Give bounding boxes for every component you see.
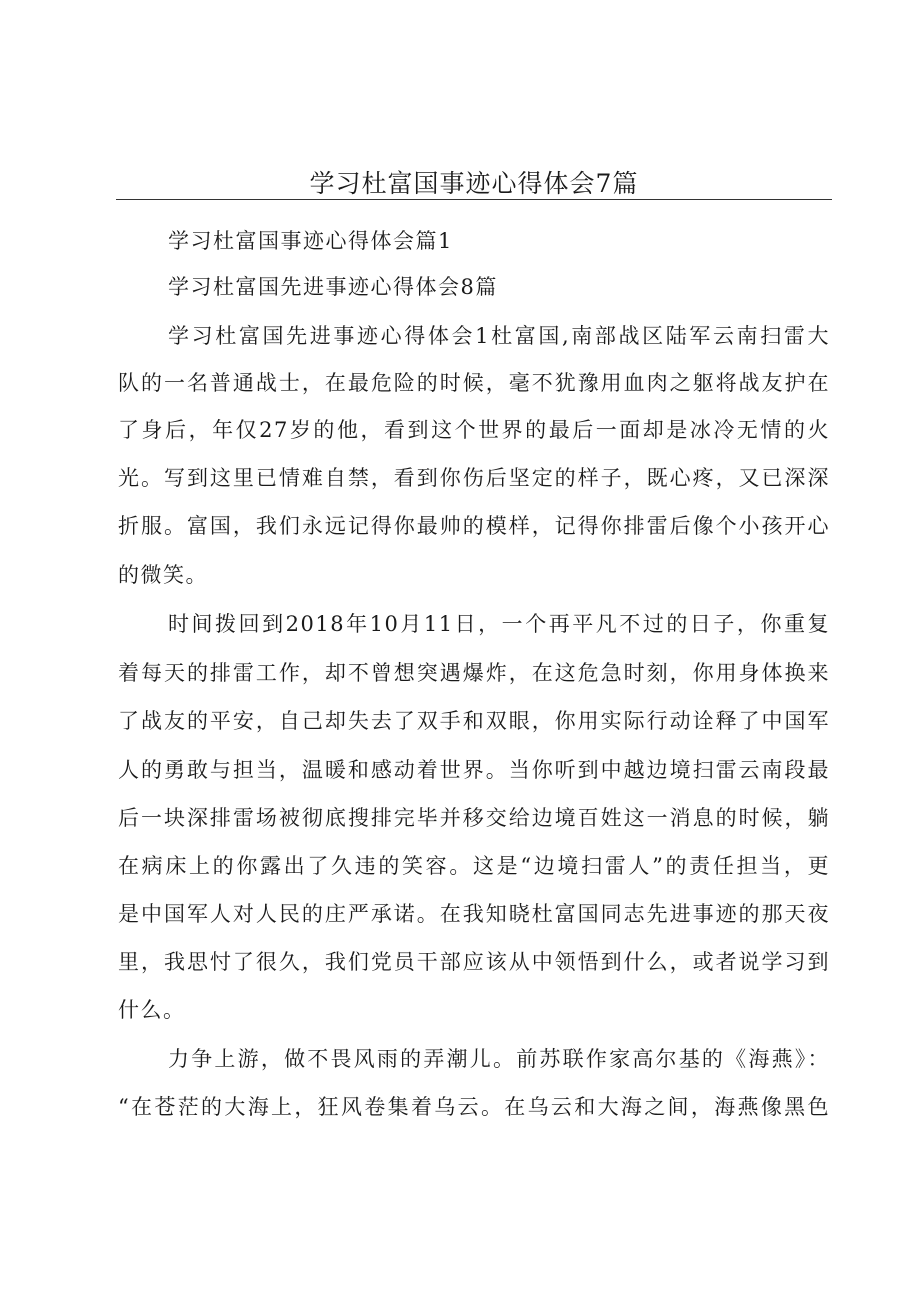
paragraph-line: 了战友的平安，自己却失去了双手和双眼，你用实际行动诠释了中国军	[118, 709, 830, 733]
paragraph-line: 折服。富国，我们永远记得你最帅的模样，记得你排雷后像个小孩开心	[118, 514, 830, 538]
paragraph-line: 是中国军人对人民的庄严承诺。在我知晓杜富国同志先进事迹的那天夜	[118, 902, 830, 926]
paragraph-line: 光。写到这里已情难自禁，看到你伤后坚定的样子，既心疼，又已深深	[118, 466, 830, 490]
paragraph-line: 了身后，年仅27岁的他，看到这个世界的最后一面却是冰冷无情的火	[118, 418, 830, 442]
subheading-line: 学习杜富国事迹心得体会篇1	[168, 229, 453, 253]
paragraph-line: 时间拨回到2018年10月11日，一个再平凡不过的日子，你重复	[168, 612, 830, 636]
title-underline	[116, 199, 832, 200]
paragraph-line: 里，我思忖了很久，我们党员干部应该从中领悟到什么，或者说学习到	[118, 950, 830, 974]
paragraph-line: “在苍茫的大海上，狂风卷集着乌云。在乌云和大海之间，海燕像黑色	[118, 1095, 830, 1119]
paragraph-line: 后一块深排雷场被彻底搜排完毕并移交给边境百姓这一消息的时候，躺	[118, 806, 830, 830]
paragraph-line: 什么。	[118, 998, 186, 1022]
paragraph-line: 学习杜富国先进事迹心得体会1杜富国,南部战区陆军云南扫雷大	[168, 324, 830, 348]
paragraph-line: 力争上游，做不畏风雨的弄潮儿。前苏联作家高尔基的《海燕》：	[168, 1047, 830, 1071]
paragraph-line: 人的勇敢与担当，温暖和感动着世界。当你听到中越边境扫雷云南段最	[118, 758, 830, 782]
document-title: 学习杜富国事迹心得体会7篇	[309, 169, 639, 198]
paragraph-line: 队的一名普通战士，在最危险的时候，毫不犹豫用血肉之躯将战友护在	[118, 371, 830, 395]
paragraph-line: 着每天的排雷工作，却不曾想突遇爆炸，在这危急时刻，你用身体换来	[118, 661, 830, 685]
subheading-line: 学习杜富国先进事迹心得体会8篇	[168, 275, 498, 299]
paragraph-line: 的微笑。	[118, 563, 208, 587]
paragraph-line: 在病床上的你露出了久违的笑容。这是“边境扫雷人”的责任担当，更	[118, 854, 830, 878]
